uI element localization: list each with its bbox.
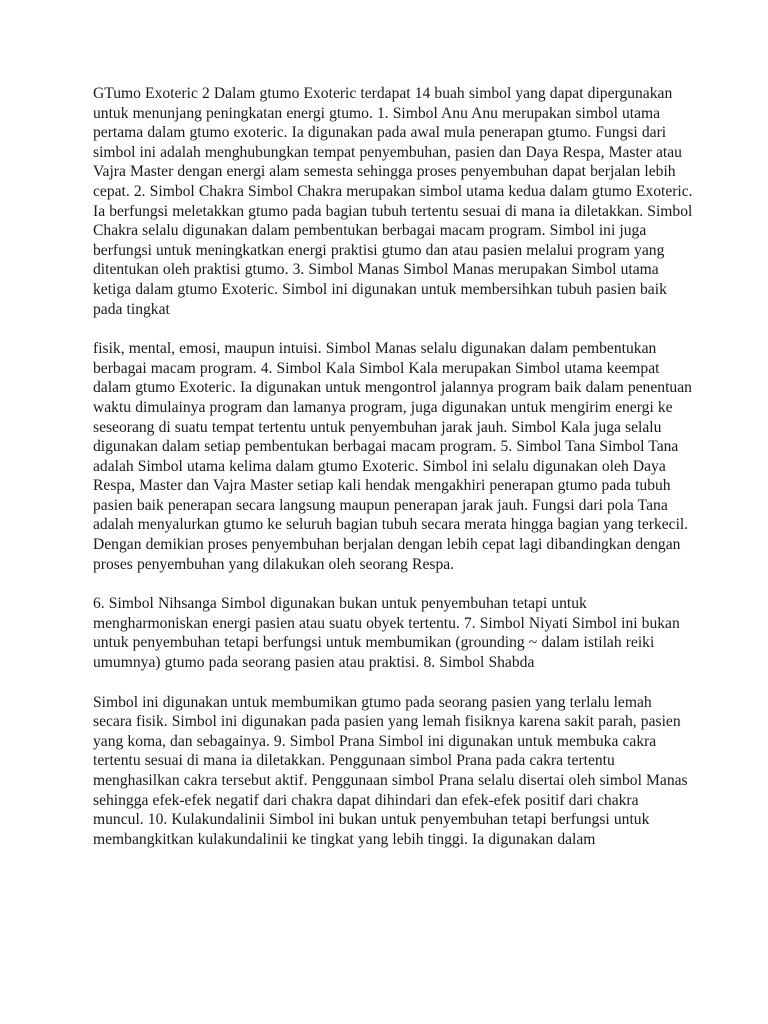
document-body	[93, 84, 693, 849]
paragraph-3: 6. Simbol Nihsanga Simbol digunakan bukan untuk penyembuhan tetapi untuk mengharmoniskan energi pasien atau suatu obyek tertentu. 7. Simbol Niyati Simbol ini bukan untuk penyembuhan tetapi berfungsi untuk membumikan (grounding ~ dalam istilah reiki umumnya) gtumo pada seorang pasien atau praktisi. 8. Simbol Shabda	[93, 595, 680, 672]
paragraph-2: fisik, mental, emosi, maupun intuisi. Simbol Manas selalu digunakan dalam pembentukan berbagai macam program. 4. Simbol Kala Simbol Kala merupakan Simbol utama keempat dalam gtumo Exoteric. Ia digunakan untuk mengontrol jalannya program baik dalam penentuan waktu dimulainya program dan lamanya program, juga digunakan untuk mengirim energi ke seseorang di suatu tempat tertentu untuk penyembuhan jarak jauh. Simbol Kala juga selalu digunakan dalam setiap pembentukan berbagai macam program. 5. Simbol Tana Simbol Tana adalah Simbol utama kelima dalam gtumo Exoteric. Simbol ini selalu digunakan oleh Daya Respa, Master dan Vajra Master setiap kali hendak mengakhiri penerapan gtumo pada tubuh pasien baik penerapan secara langsung maupun penerapan jarak jauh. Fungsi dari pola Tana adalah menyalurkan gtumo ke seluruh bagian tubuh secara merata hingga bagian yang terkecil. Dengan demikian proses penyembuhan berjalan dengan lebih cepat lagi dibandingkan dengan proses penyembuhan yang dilakukan oleh seorang Respa.	[93, 340, 692, 573]
paragraph-1: GTumo Exoteric 2 Dalam gtumo Exoteric terdapat 14 buah simbol yang dapat dipergunakan untuk menunjang peningkatan energi gtumo. 1. Simbol Anu Anu merupakan simbol utama pertama dalam gtumo exoteric. Ia digunakan pada awal mula penerapan gtumo. Fungsi dari simbol ini adalah menghubungkan tempat penyembuhan, pasien dan Daya Respa, Master atau Vajra Master dengan energi alam semesta sehingga proses penyembuhan dapat berjalan lebih cepat. 2. Simbol Chakra Simbol Chakra merupakan simbol utama kedua dalam gtumo Exoteric. Ia berfungsi meletakkan gtumo pada bagian tubuh tertentu sesuai di mana ia diletakkan. Simbol Chakra selalu digunakan dalam pembentukan berbagai macam program. Simbol ini juga berfungsi untuk meningkatkan energi praktisi gtumo dan atau pasien melalui program yang ditentukan oleh praktisi gtumo. 3. Simbol Manas Simbol Manas merupakan Simbol utama ketiga dalam gtumo Exoteric. Simbol ini digunakan untuk membersihkan tubuh pasien baik pada tingkat	[93, 85, 693, 318]
paragraph-4: Simbol ini digunakan untuk membumikan gtumo pada seorang pasien yang terlalu lemah secara fisik. Simbol ini digunakan pada pasien yang lemah fisiknya karena sakit parah, pasien yang koma, dan sebagainya. 9. Simbol Prana Simbol ini digunakan untuk membuka cakra tertentu sesuai di mana ia diletakkan. Penggunaan simbol Prana pada cakra tertentu menghasilkan cakra tersebut aktif. Penggunaan simbol Prana selalu disertai oleh simbol Manas sehingga efek-efek negatif dari chakra dapat dihindari dan efek-efek positif dari chakra muncul. 10. Kulakundalinii Simbol ini bukan untuk penyembuhan tetapi berfungsi untuk membangkitkan kulakundalinii ke tingkat yang lebih tinggi. Ia digunakan dalam	[93, 693, 688, 848]
